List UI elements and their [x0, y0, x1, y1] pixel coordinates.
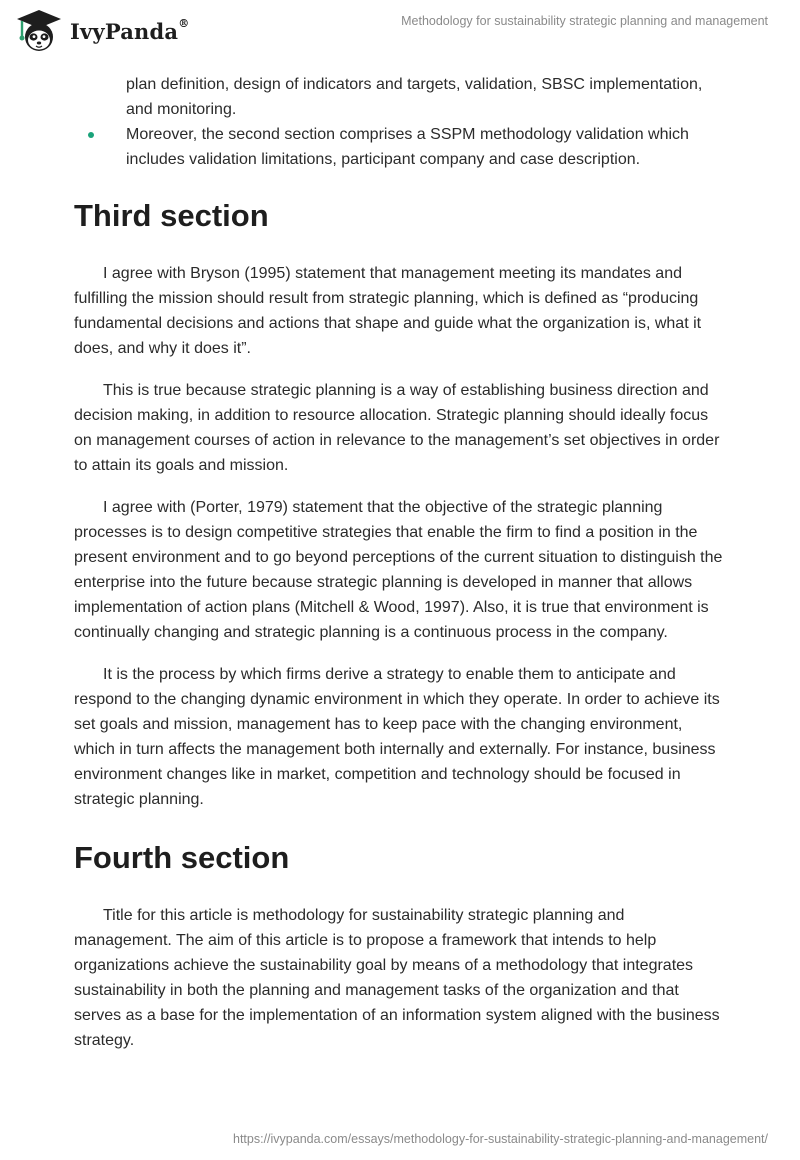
logo-text: IvyPanda: [70, 18, 179, 44]
paragraph: I agree with Bryson (1995) statement that management meeting its mandates and fulfilling the mission should result from strategic planning, which is defined as “producing fundamental decisions and actions that shape and guide what the organization is, what it does, and why it does it”.: [74, 265, 702, 357]
paragraph: It is the process by which firms derive a strategy to enable them to anticipate and respond to the changing dynamic environment in which they operate. In order to achieve its set goals and mission, management has to keep pace with the changing environment, which in turn affects the management both internally and externally. For instance, business environment changes like in market, competition and technology should be focused in strategic planning.: [74, 666, 720, 808]
ivypanda-logo[interactable]: [14, 8, 189, 54]
source-url-link[interactable]: https://ivypanda.com/essays/methodology-for-sustainability-strategic-planning-and-management/: [233, 1132, 768, 1146]
paragraph: I agree with (Porter, 1979) statement that the objective of the strategic planning processes is to design competitive strategies that enable the firm to find a position in the present environment and to go beyond perceptions of the current situation to distinguish the enterprise into the future because strategic planning is developed in manner that allows implementation of action plans (Mitchell & Wood, 1997). Also, it is true that environment is continually changing and strategic planning is a continuous process in the company.: [74, 499, 723, 641]
bullet-dot-icon: [88, 132, 94, 138]
page-header: [0, 0, 800, 60]
section-heading-fourth: Fourth section: [74, 840, 290, 875]
registered-mark: ®: [178, 16, 190, 30]
list-item: [74, 72, 726, 122]
bullet-list: [74, 72, 726, 172]
list-item: [74, 122, 726, 172]
article-body: [74, 72, 726, 1053]
paragraph: Title for this article is methodology for sustainability strategic planning and management. The aim of this article is to propose a framework that intends to help organizations achieve the sustainability goal by means of a methodology that integrates sustainability in both the planning and management tasks of the organization and that serves as a base for the implementation of an information system aligned with the business strategy.: [74, 907, 720, 1049]
list-item-text: Moreover, the second section comprises a SSPM methodology validation which includes validation limitations, participant company and case description.: [126, 126, 689, 168]
section-heading-third: Third section: [74, 198, 269, 233]
logo-wordmark: [70, 16, 190, 44]
paragraph: This is true because strategic planning is a way of establishing business direction and decision making, in addition to resource allocation. Strategic planning should ideally focus on management courses of action in relevance to the management’s set objectives in order to attain its goals and mission.: [74, 382, 720, 474]
document-title: Methodology for sustainability strategic planning and management: [401, 14, 768, 28]
panda-graduate-icon: [14, 8, 64, 54]
list-item-text: plan definition, design of indicators and targets, validation, SBSC implementation, and monitoring.: [126, 76, 703, 118]
